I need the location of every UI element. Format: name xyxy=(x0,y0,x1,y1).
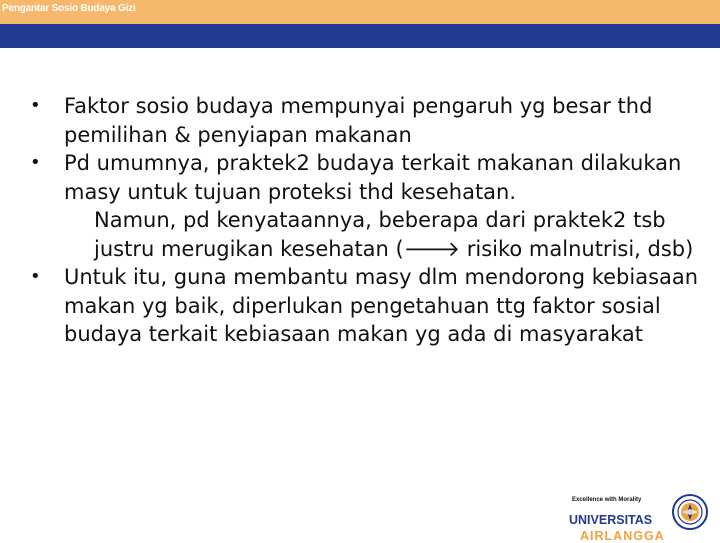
indented-note xyxy=(30,206,700,263)
header-bar xyxy=(0,0,720,24)
bullet-item xyxy=(30,92,700,149)
right-arrow-icon: 🡒 xyxy=(403,236,461,261)
bullet-icon: • xyxy=(30,266,41,287)
bullet-item xyxy=(30,263,700,349)
accent-bar xyxy=(0,24,720,48)
bullet-text: Pd umumnya, praktek2 budaya terkait makanan dilakukan masy untuk tujuan proteksi thd kesehatan. xyxy=(64,151,682,204)
university-name-line1: UNIVERSITAS xyxy=(569,513,653,527)
bullet-icon: • xyxy=(30,152,41,173)
note-text-after: risiko malnutrisi, dsb) xyxy=(460,236,694,261)
bullet-text: Faktor sosio budaya mempunyai pengaruh yg besar thd pemilihan & penyiapan makanan xyxy=(64,94,653,147)
slide-header-title: Pengantar Sosio Budaya Gizi xyxy=(2,3,136,14)
bullet-list xyxy=(30,92,700,349)
university-seal-icon xyxy=(672,494,708,530)
bullet-item xyxy=(30,149,700,206)
bullet-icon: • xyxy=(30,95,41,116)
university-name-line2: AIRLANGGA xyxy=(580,529,665,543)
note-text-before: Namun, pd kenyataannya, beberapa dari praktek2 tsb justru merugikan kesehatan ( xyxy=(94,208,666,261)
footer-tagline: Excellence with Morality xyxy=(572,497,642,503)
bullet-text: Untuk itu, guna membantu masy dlm mendorong kebiasaan makan yg baik, diperlukan pengetahuan ttg faktor sosial budaya terkait kebiasaan makan yg ada di masyarakat xyxy=(64,265,699,346)
slide-body xyxy=(30,92,700,349)
